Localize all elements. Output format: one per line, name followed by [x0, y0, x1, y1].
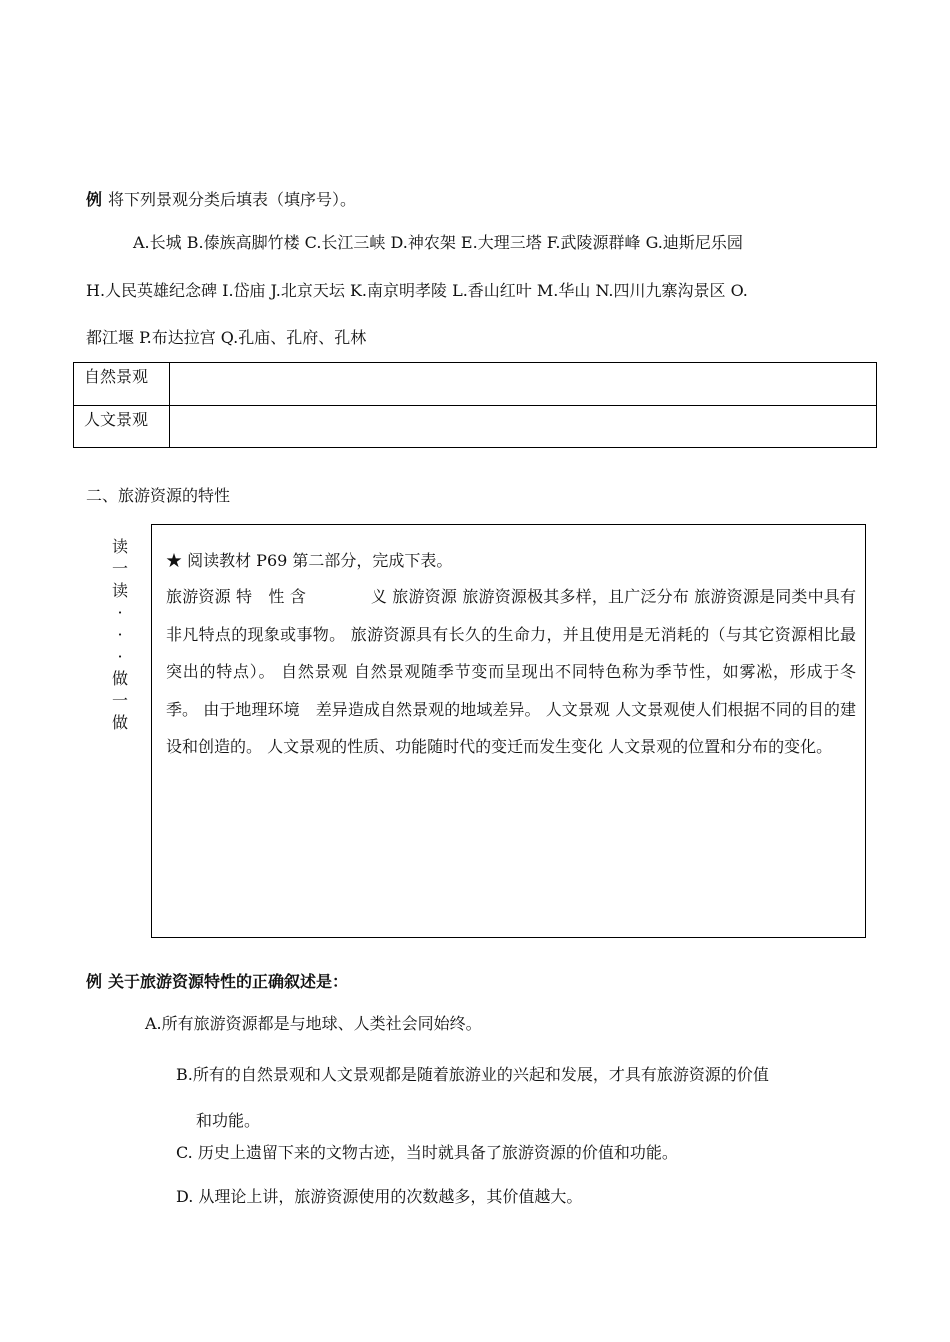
example-2-heading: [86, 969, 348, 992]
choice-a: A.所有旅游资源都是与地球、人类社会同始终。: [145, 1014, 482, 1033]
choice-b: [176, 1052, 868, 1144]
side-label-char: 做: [111, 669, 128, 688]
table-row: [74, 405, 877, 448]
options-line-2: H.人民英雄纪念碑 I.岱庙 J.北京天坛 K.南京明孝陵 L.香山红叶 M.华山 N.四川九寨沟景区 O.: [86, 281, 748, 300]
side-label-char: ·: [117, 647, 123, 666]
natural-landscape-answer-cell[interactable]: [170, 363, 877, 406]
side-label-char: 一: [111, 559, 128, 578]
side-label-char: 读: [111, 581, 128, 600]
natural-landscape-label: 自然景观: [74, 363, 170, 406]
choice-b-line-1: B.所有的自然景观和人文景观都是随着旅游业的兴起和发展，才具有旅游资源的价值: [176, 1065, 769, 1084]
example-marker: 例: [86, 972, 103, 991]
example-1-heading: [86, 187, 356, 210]
side-label-char: ·: [117, 625, 123, 644]
reading-body-text: 旅游资源 特 性 含 义 旅游资源 旅游资源极其多样，且广泛分布 旅游资源是同类中具有非凡特点的现象或事物。 旅游资源具有长久的生命力，并且使用是无消耗的（与其它资源相比最突出的特点）。 自然景观 自然景观随季节变而呈现出不同特色称为季节性，如雾凇，形成于冬季。 由于地理环境 差异造成自然景观的地域差异。 人文景观 人文景观使人们根据不同的目的建设和创造的。 人文景观的性质、功能随时代的变迁而发生变化 人文景观的位置和分布的变化。: [166, 587, 856, 756]
side-label-char: 做: [111, 713, 128, 732]
reading-instruction: ★ 阅读教材 P69 第二部分，完成下表。: [166, 551, 453, 570]
side-label-char: ·: [117, 603, 123, 622]
side-label-char: 一: [111, 691, 128, 710]
options-line-3: 都江堰 P.布达拉宫 Q.孔庙、孔府、孔林: [86, 328, 367, 347]
read-do-side-label: [108, 536, 132, 734]
example-marker: 例: [86, 190, 103, 209]
cultural-landscape-label: 人文景观: [74, 405, 170, 448]
example-1-question: 将下列景观分类后填表（填序号）。: [108, 190, 357, 209]
choice-c: C. 历史上遗留下来的文物古迹，当时就具备了旅游资源的价值和功能。: [176, 1143, 678, 1162]
options-line-1: A.长城 B.傣族高脚竹楼 C.长江三峡 D.神农架 E.大理三塔 F.武陵源群峰 G.迪斯尼乐园: [133, 233, 743, 252]
side-label-char: 读: [111, 537, 128, 556]
section-2-title: 二、旅游资源的特性: [86, 486, 231, 505]
choice-d: D. 从理论上讲，旅游资源使用的次数越多，其价值越大。: [176, 1187, 583, 1206]
example-2-question: 关于旅游资源特性的正确叙述是：: [108, 972, 349, 991]
choice-b-line-2: 和功能。: [196, 1111, 261, 1130]
classification-table: [73, 362, 877, 448]
table-row: [74, 363, 877, 406]
cultural-landscape-answer-cell[interactable]: [170, 405, 877, 448]
